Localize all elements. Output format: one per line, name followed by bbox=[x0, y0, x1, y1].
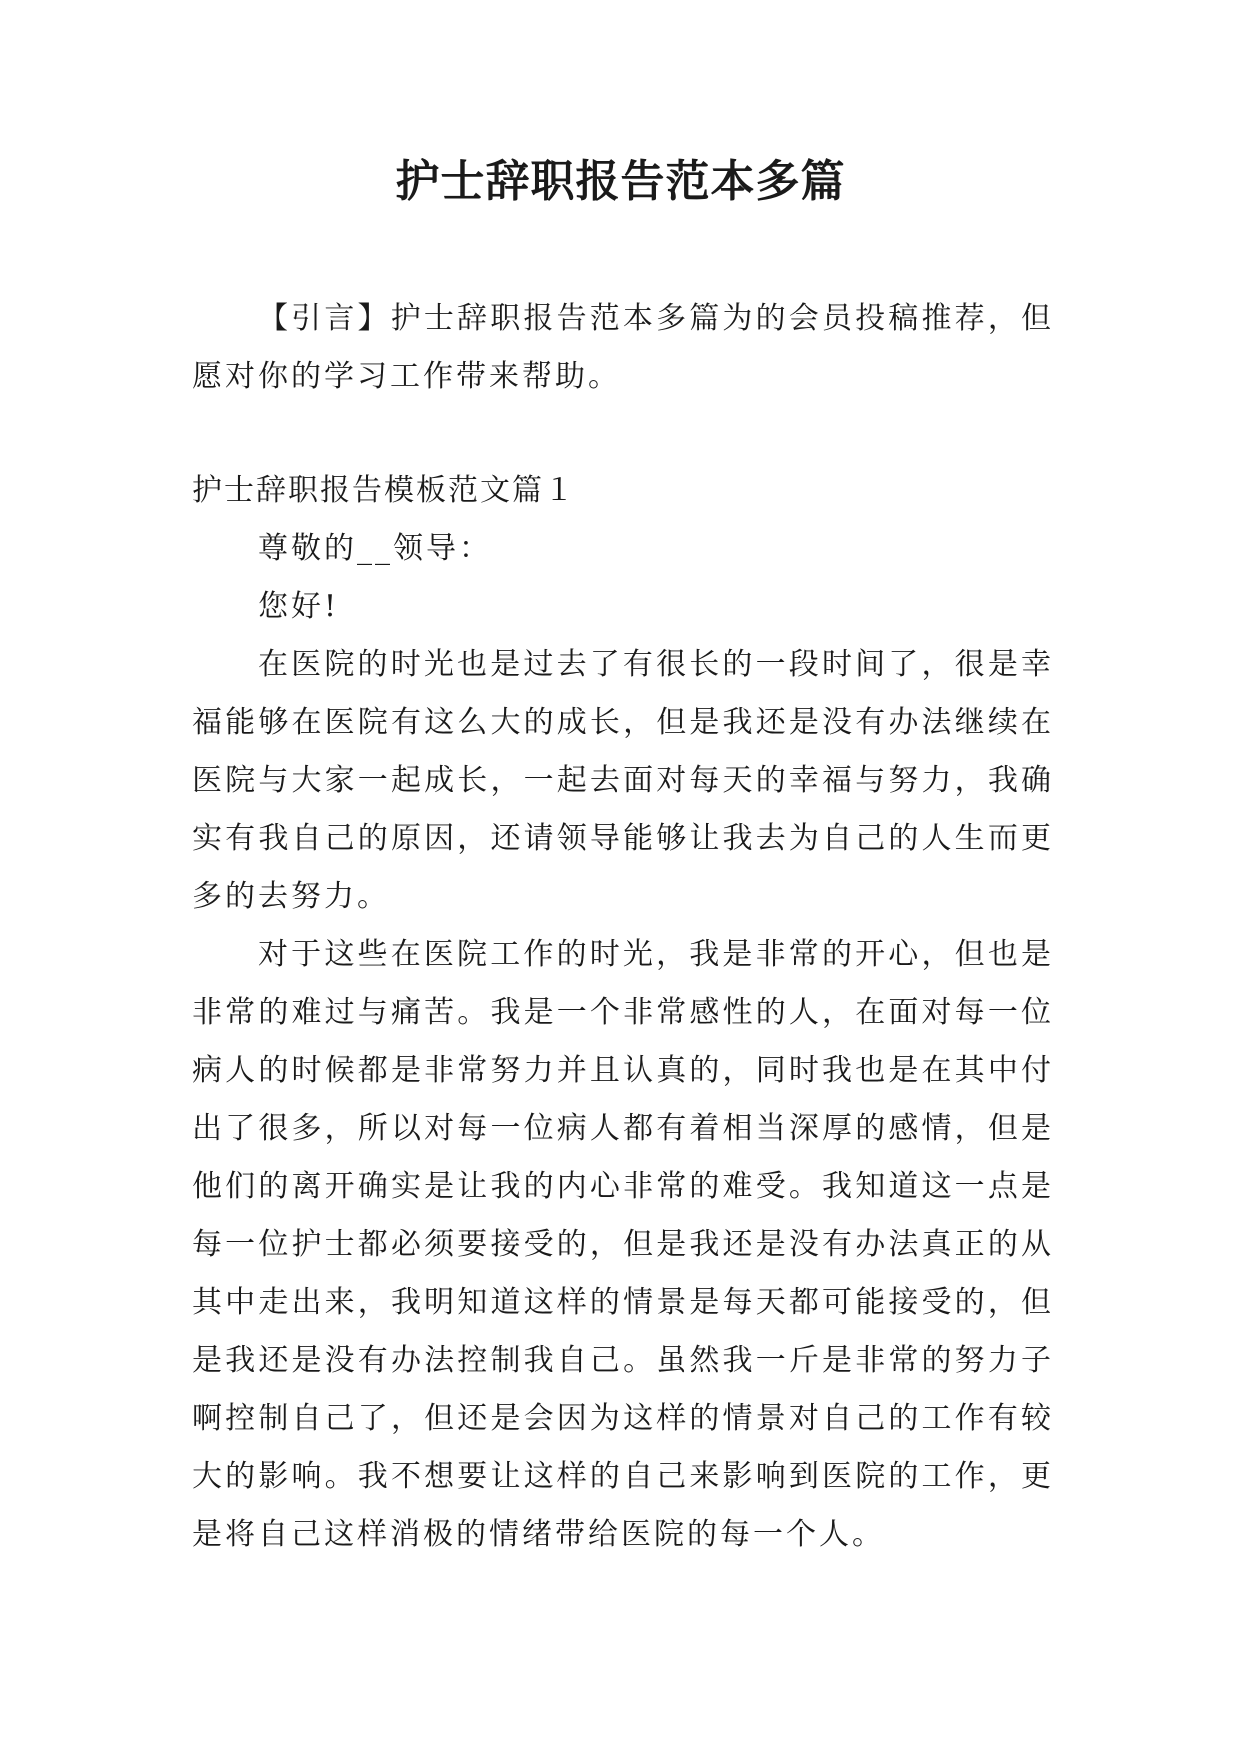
body-paragraph-1: 在医院的时光也是过去了有很长的一段时间了，很是幸福能够在医院有这么大的成长，但是我还是没有办法继续在医院与大家一起成长，一起去面对每天的幸福与努力，我确实有我自己的原因，还请领导能够让我去为自己的人生而更多的去努力。 bbox=[192, 647, 1054, 914]
body-paragraph-2: 对于这些在医院工作的时光，我是非常的开心，但也是非常的难过与痛苦。我是一个非常感性的人，在面对每一位病人的时候都是非常努力并且认真的，同时我也是在其中付出了很多，所以对每一位病人都有着相当深厚的感情，但是他们的离开确实是让我的内心非常的难受。我知道这一点是每一位护士都必须要接受的，但是我还是没有办法真正的从其中走出来，我明知道这样的情景是每天都可能接受的，但是我还是没有办法控制我自己。虽然我一斤是非常的努力子啊控制自己了，但还是会因为这样的情景对自己的工作有较大的影响。我不想要让这样的自己来影响到医院的工作，更是将自己这样消极的情绪带给医院的每一个人。 bbox=[192, 937, 1054, 1552]
section-heading: 护士辞职报告模板范文篇１ bbox=[192, 473, 576, 508]
document-title: 护士辞职报告范本多篇 bbox=[395, 156, 846, 207]
greeting: 您好! bbox=[258, 589, 340, 624]
salutation: 尊敬的__领导： bbox=[258, 531, 492, 566]
intro-paragraph: 【引言】护士辞职报告范本多篇为的会员投稿推荐，但愿对你的学习工作带来帮助。 bbox=[192, 301, 1054, 394]
document-body bbox=[192, 290, 1054, 1564]
